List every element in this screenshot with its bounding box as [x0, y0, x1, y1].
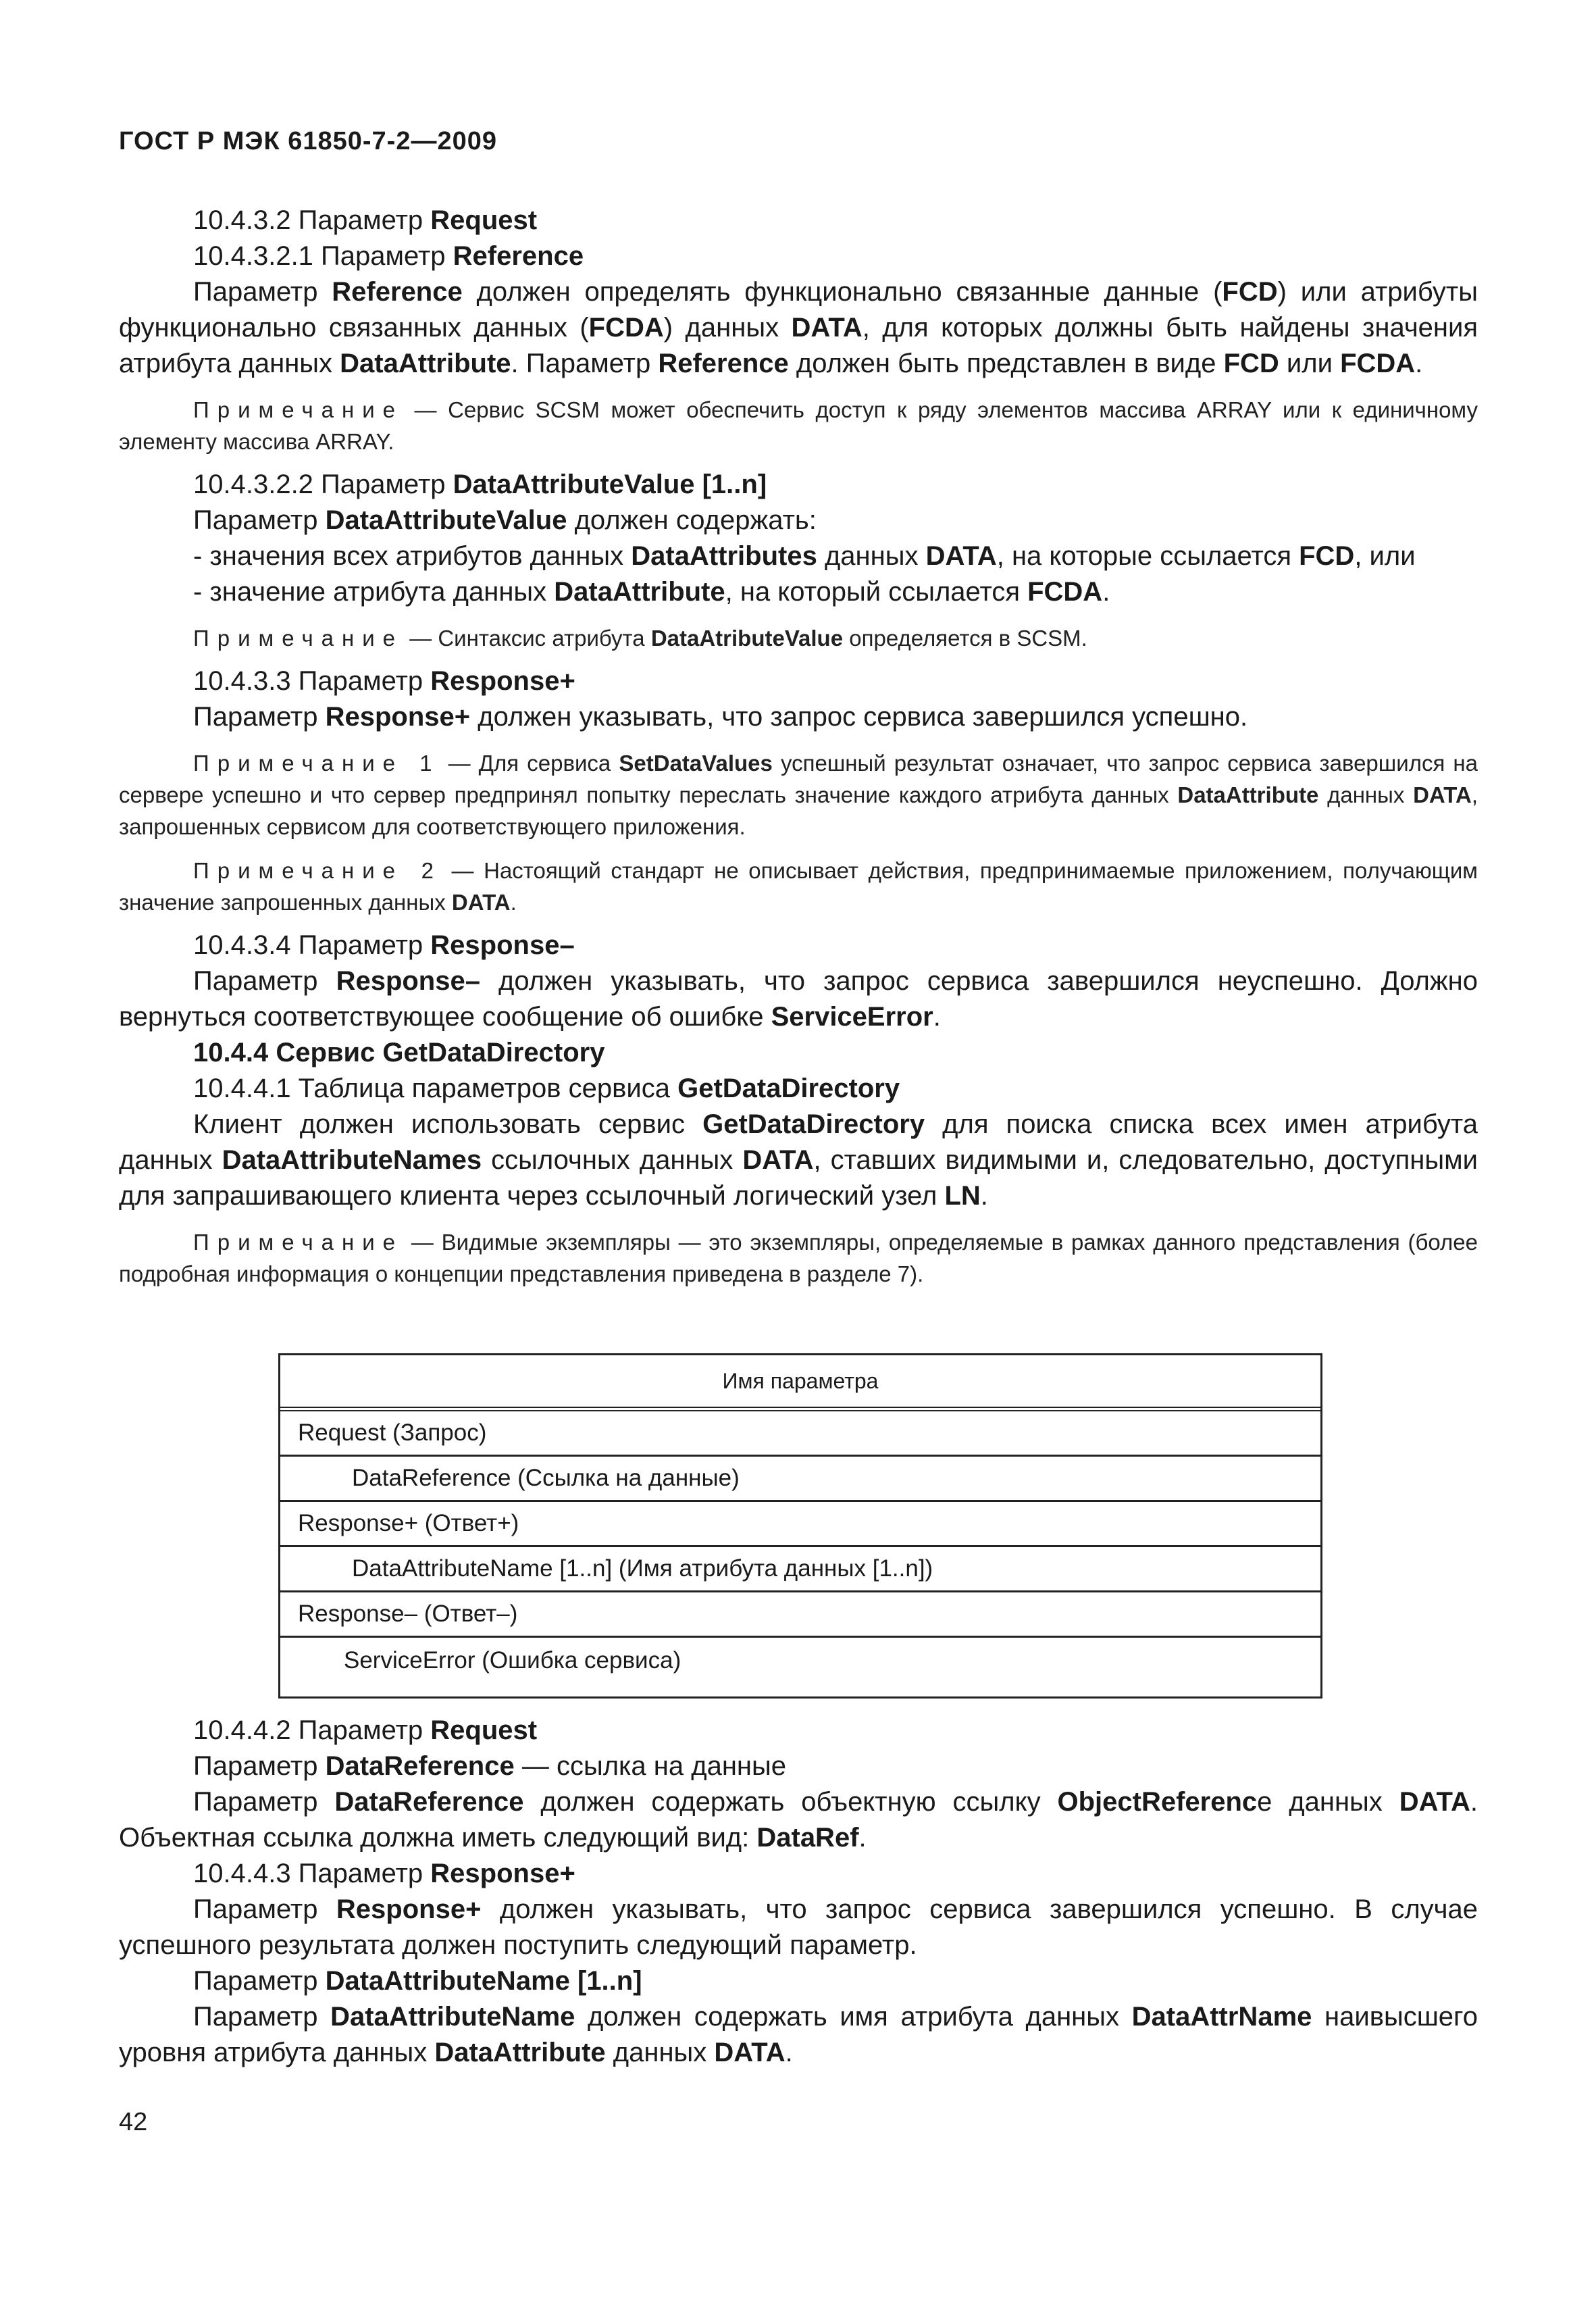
section-heading: 10.4.3.2 Параметр Request	[193, 205, 538, 235]
section-heading: 10.4.4 Сервис GetDataDirectory	[193, 1038, 605, 1067]
parameter-table	[278, 1353, 1322, 1699]
list-item: - значение атрибута данных DataAttribute, на который ссылается FCDA.	[193, 577, 1110, 607]
table-row: Response+ (Ответ+)	[280, 1502, 1320, 1547]
section-heading: 10.4.3.4 Параметр Response–	[193, 930, 575, 960]
note: Примечание — Синтаксис атрибута DataAtributeValue определяется в SCSM.	[193, 626, 1087, 651]
table-row: Request (Запрос)	[280, 1411, 1320, 1457]
section-heading: 10.4.4.2 Параметр Request	[193, 1715, 538, 1745]
table-header: Имя параметра	[280, 1355, 1320, 1411]
list-item: - значения всех атрибутов данных DataAttributes данных DATA, на которые ссылается FCD, или	[193, 541, 1416, 571]
section-heading: 10.4.3.2.1 Параметр Reference	[193, 241, 584, 271]
paragraph: Параметр DataAttributeValue должен содержать:	[193, 505, 817, 535]
document-header: ГОСТ Р МЭК 61850-7-2—2009	[119, 127, 497, 155]
table-row: ServiceError (Ошибка сервиса)	[344, 1646, 681, 1674]
section-heading: 10.4.3.3 Параметр Response+	[193, 666, 575, 696]
lower-content	[119, 1713, 1478, 2071]
note: Примечание 1 — Для сервиса SetDataValues успешный результат означает, что запрос сервиса завершился на сервере успешно и что сервер предпринял попытку переслать значение каждого атрибута данных DataAttribute данных DATA, запрошенных сервисом для соответствующего приложения.	[119, 751, 1478, 839]
note: Примечание 2 — Настоящий стандарт не описывает действия, предпринимаемые приложением, получающим значение запрошенных данных DATA.	[119, 858, 1478, 915]
table-row: Response– (Ответ–)	[280, 1592, 1320, 1638]
note: Примечание — Видимые экземпляры — это экземпляры, определяемые в рамках данного представления (более подробная информация о концепции представления приведена в разделе 7).	[119, 1230, 1478, 1286]
paragraph: Параметр Response– должен указывать, что запрос сервиса завершился неуспешно. Должно вернуться соответствующее сообщение об ошибке ServiceError.	[119, 966, 1478, 1032]
paragraph: Клиент должен использовать сервис GetDataDirectory для поиска списка всех имен атрибута данных DataAttributeNames ссылочных данных DATA, ставших видимыми и, следовательно, доступными для запрашивающего клиента через ссылочный логический узел LN.	[119, 1109, 1478, 1211]
paragraph: Параметр DataReference должен содержать объектную ссылку ObjectReference данных DATA. Объектная ссылка должна иметь следующий вид: DataRef.	[119, 1787, 1478, 1853]
page-number: 42	[119, 2108, 148, 2136]
section-heading: 10.4.4.1 Таблица параметров сервиса GetDataDirectory	[193, 1074, 900, 1103]
table-row: DataAttributeName [1..n] (Имя атрибута данных [1..n])	[280, 1547, 1320, 1592]
section-heading: 10.4.3.2.2 Параметр DataAttributeValue [1..n]	[193, 470, 767, 499]
note: Примечание — Сервис SCSM может обеспечить доступ к ряду элементов массива ARRAY или к единичному элементу массива ARRAY.	[119, 397, 1478, 454]
paragraph: Параметр Reference должен определять функционально связанные данные (FCD) или атрибуты функционально связанных данных (FCDA) данных DATA, для которых должны быть найдены значения атрибута данных DataAttribute. Параметр Reference должен быть представлен в виде FCD или FCDA.	[119, 277, 1478, 378]
upper-content	[119, 203, 1478, 1299]
paragraph: Параметр DataAttributeName [1..n]	[193, 1966, 642, 1996]
paragraph: Параметр DataAttributeName должен содержать имя атрибута данных DataAttrName наивысшего уровня атрибута данных DataAttribute данных DATA.	[119, 2002, 1478, 2067]
section-heading: 10.4.4.3 Параметр Response+	[193, 1859, 575, 1888]
paragraph: Параметр Response+ должен указывать, что запрос сервиса завершился успешно. В случае успешного результата должен поступить следующий параметр.	[119, 1894, 1478, 1960]
table-row: DataReference (Ссылка на данные)	[280, 1457, 1320, 1502]
paragraph: Параметр DataReference — ссылка на данные	[193, 1751, 786, 1781]
paragraph: Параметр Response+ должен указывать, что запрос сервиса завершился успешно.	[193, 702, 1248, 732]
